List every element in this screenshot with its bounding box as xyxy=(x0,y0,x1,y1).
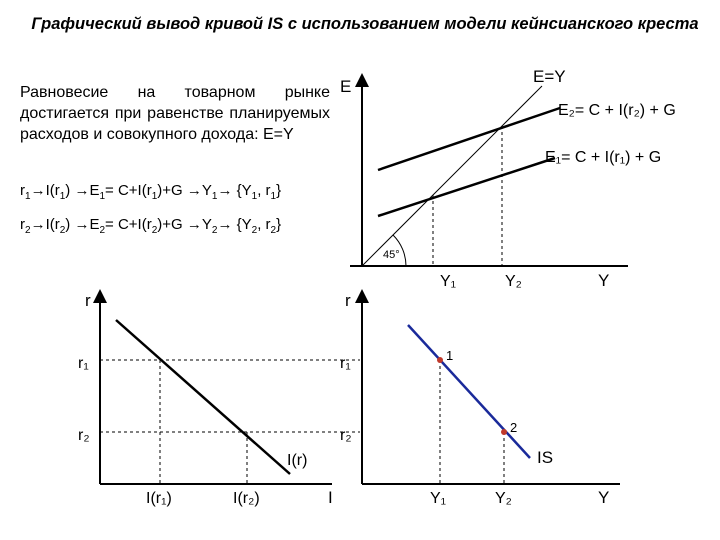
e2-expenditure-line xyxy=(378,108,560,170)
is-r-axis-label: r xyxy=(345,291,351,310)
e2-label: E₂= C + I(r₂) + G xyxy=(558,102,676,119)
i1-label: I(r₁) xyxy=(146,490,172,507)
keynesian-cross-chart xyxy=(340,67,676,290)
is-curve-line xyxy=(408,325,530,458)
is-y1-label: Y₁ xyxy=(430,490,447,507)
line-45-label: E=Y xyxy=(533,67,566,86)
investment-curve-label: I(r) xyxy=(287,452,308,469)
is-y-axis-label: Y xyxy=(598,488,610,507)
line-45-degree xyxy=(362,86,542,266)
is-curve-chart xyxy=(340,291,620,507)
is-y2-label: Y₂ xyxy=(495,490,512,507)
cross-y2-label: Y₂ xyxy=(505,273,522,290)
point-1-label: 1 xyxy=(446,348,454,363)
is-curve-label: IS xyxy=(537,448,554,467)
investment-r2-label: r₂ xyxy=(78,427,90,444)
page-title: Графический вывод кривой IS с использованием модели кейнсианского креста xyxy=(31,15,699,33)
investment-r-axis-label: r xyxy=(85,291,91,310)
point-2-label: 2 xyxy=(510,420,518,435)
investment-i-axis-label: I xyxy=(328,488,333,507)
investment-r1-label: r₁ xyxy=(78,355,89,372)
is-r2-label: r₂ xyxy=(340,427,352,444)
chain-r2: $r_2\to I(r_2) \to E_2= C+I(r_2)+G \to Y_2\to \{Y_2$, $r_2$} xyxy=(20,216,282,236)
investment-curve xyxy=(116,320,290,474)
cross-y1-label: Y₁ xyxy=(440,273,457,290)
e1-label: E₁= C + I(r₁) + G xyxy=(545,149,662,166)
investment-chart xyxy=(78,291,360,507)
i2-label: I(r₂) xyxy=(233,490,260,507)
equilibrium-description: Равновесие на товарном рынке достигается при равенстве планируемых расходов и совокупного дохода: E=Y xyxy=(20,84,330,143)
chain-r1: $r_1\to I(r_1) \to E_1= C+I(r_1)+G \to Y_1\to \{Y_1$, $r_1$} xyxy=(20,182,282,202)
equilibrium-point-1 xyxy=(437,357,443,363)
angle-label: 45° xyxy=(383,249,400,261)
e1-expenditure-line xyxy=(378,158,555,216)
cross-y-axis-label: Y xyxy=(598,271,610,290)
equilibrium-point-2 xyxy=(501,429,507,435)
cross-e-axis-label: E xyxy=(340,77,352,96)
is-r1-label: r₁ xyxy=(340,355,351,372)
